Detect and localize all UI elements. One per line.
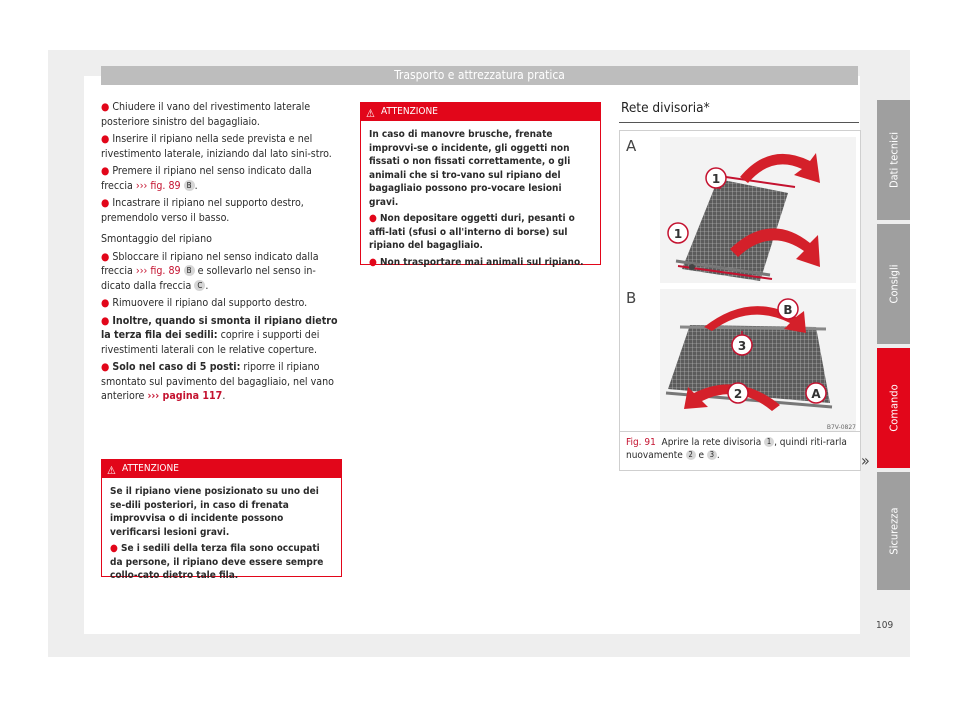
bullet-icon: ●: [101, 297, 110, 309]
warning-body: In caso di manovre brusche, frenate improvvi-se o incidente, gli oggetti non fissati o non fissati correttamente, o gli animali che si tro-vano sul ripiano del bagagliaio possono pro-vocare lesioni gravi. ● Non depositare oggetti duri, pesanti o affi-lati (sfusi o all'interno di borse) sul ripiano del bagagliaio. ● Non trasportare mai animali sul ripiano.: [369, 129, 584, 268]
figure-link[interactable]: ››› fig. 89: [135, 179, 181, 192]
bullet-icon: ●: [101, 361, 110, 373]
figure-link[interactable]: ››› fig. 89: [135, 265, 181, 277]
figure-illustration: [620, 131, 860, 431]
warning-header: ⚠ ATTENZIONE: [361, 103, 600, 121]
callout-label: B: [783, 303, 793, 317]
tab-comando[interactable]: Comando: [877, 348, 910, 468]
list-item: ● Solo nel caso di 5 posti: riporre il ripiano smontato sul pavimento del bagagliaio, nel vano anteriore ››› pagina 117.: [101, 361, 334, 402]
callout-label: 3: [737, 339, 747, 353]
warning-triangle-icon: ⚠: [366, 107, 375, 120]
caption-label: Fig. 91: [626, 437, 656, 448]
list-item: ● Premere il ripiano nel senso indicato dalla freccia ››› fig. 89 B .: [101, 165, 312, 192]
column-left: [101, 100, 341, 407]
page-header: Trasporto e attrezzatura pratica: [101, 66, 858, 85]
list-item: ● Sbloccare il ripiano nel senso indicato dalla freccia ››› fig. 89 B e sollevarlo nel senso in-dicato dalla freccia C .: [101, 250, 319, 292]
list-item: ● Rimuovere il ripiano dal supporto destro.: [101, 297, 308, 309]
tab-dati-tecnici[interactable]: Dati tecnici: [877, 100, 910, 220]
figure-code: B7V-0827: [826, 424, 856, 431]
callout-marker: B: [184, 265, 195, 276]
panel-b-label: B: [626, 289, 637, 307]
bullet-icon: ●: [101, 197, 110, 209]
callout-label: 2: [733, 387, 743, 401]
callout-marker: 1: [764, 437, 774, 447]
bullet-icon: ●: [110, 543, 118, 554]
bullet-icon: ●: [101, 250, 110, 263]
list-item: ● Inoltre, quando si smonta il ripiano dietro la terza fila dei sedili: coprire i supporti dei rivestimenti laterali con le relative coperture.: [101, 314, 338, 356]
figure-91: [619, 130, 861, 432]
callout-marker: 2: [686, 450, 696, 460]
page-number: 109: [876, 620, 894, 631]
subheading: Smontaggio del ripiano: [101, 233, 212, 245]
bullet-icon: ●: [101, 165, 110, 177]
title-rule: [619, 122, 859, 123]
list-item: ● Chiudere il vano del rivestimento laterale posteriore sinistro del bagagliaio.: [101, 101, 311, 128]
page-link[interactable]: ››› pagina 117: [147, 390, 223, 402]
callout-label: 1: [711, 172, 721, 186]
warning-box: [101, 459, 342, 581]
callout-marker: 3: [707, 450, 717, 460]
callout-label: 1: [673, 227, 683, 241]
tab-consigli[interactable]: Consigli: [877, 224, 910, 344]
warning-box: [360, 102, 601, 268]
list-item: ● Inserire il ripiano nella sede prevista e nel rivestimento laterale, iniziando dal lato sini-stro.: [101, 133, 332, 160]
bullet-icon: ●: [101, 314, 110, 327]
bullet-icon: ●: [101, 101, 110, 113]
warning-header: ⚠ ATTENZIONE: [102, 460, 341, 478]
callout-marker: B: [184, 180, 195, 191]
continue-marker: »: [861, 451, 870, 470]
figure-caption: Fig. 91 Aprire la rete divisoria 1 , quindi riti-rarla nuovamente 2 e 3 .: [619, 432, 861, 471]
callout-label: A: [811, 387, 821, 401]
bullet-icon: ●: [101, 133, 110, 145]
section-title: Rete divisoria*: [621, 100, 710, 116]
bullet-icon: ●: [369, 213, 377, 224]
bullet-icon: ●: [369, 256, 377, 268]
callout-marker: C: [194, 280, 205, 291]
list-item: ● Incastrare il ripiano nel supporto destro, premendolo verso il basso.: [101, 197, 304, 224]
panel-a-label: A: [626, 137, 637, 155]
tab-sicurezza[interactable]: Sicurezza: [877, 472, 910, 590]
warning-body: Se il ripiano viene posizionato su uno dei se-dili posteriori, in caso di frenata improvvisa o di incidente possono verificarsi lesioni gravi. ● Se i sedili della terza fila sono occupati da persone, il ripiano deve essere sempre collo-cato dietro tale fila.: [110, 486, 324, 581]
warning-triangle-icon: ⚠: [107, 464, 116, 477]
